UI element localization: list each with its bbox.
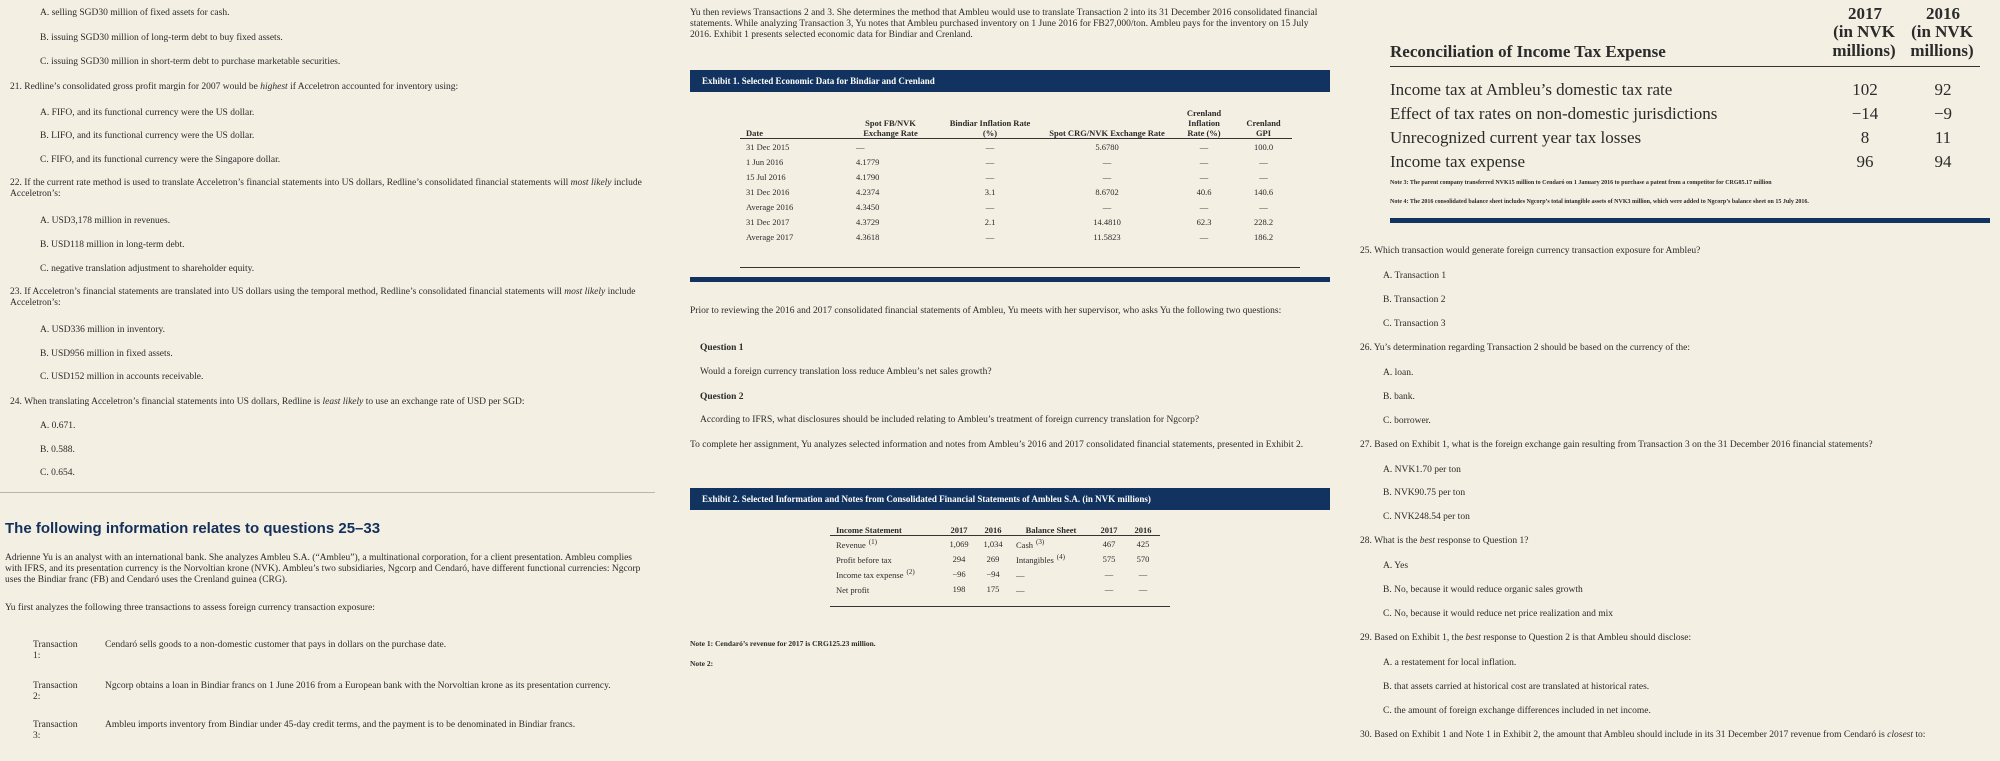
q26-option-c[interactable]: C. borrower. [1383,416,1431,426]
column-left [0,0,665,761]
ex2-cell: 1,034 [983,538,1003,549]
q29-option-a[interactable]: A. a restatement for local inflation. [1383,658,1517,668]
rec-row-label: Income tax at Ambleu’s domestic tax rate [1390,80,1673,99]
transaction-3-text: Ambleu imports inventory from Bindiar under 45-day credit terms, and the payment is to be denominated in Bindiar francs. [105,720,576,730]
ex2-cell: Net profit [836,584,870,595]
ex1-header-fb-rate: Spot FB/NVK Exchange Rate [842,108,939,139]
ex1-cell: — [985,231,995,242]
note-ref: (2) [906,567,915,576]
ex1-cell: — [1199,141,1209,152]
ex2-header-balance-sheet: Balance Sheet [1010,525,1092,536]
exhibit-2-table [830,525,1160,596]
question-2-label: Question 2 [700,392,744,402]
q22-option-a[interactable]: A. USD3,178 million in revenues. [40,216,171,226]
ex1-cell: — [856,141,865,152]
ex2-row [830,581,1160,596]
question-28: 28. What is the best response to Question 1? [1360,536,1529,546]
q29-option-b[interactable]: B. that assets carried at historical cost are translated at historical rates. [1383,682,1650,692]
exhibit-1-bar [690,277,1330,282]
ex1-cell: — [1102,171,1112,182]
ex1-cell: 4.3618 [856,231,880,242]
question-23: 23. If Acceletron’s financial statements are translated into US dollars using the temporal method, Redline’s consolidated financial statements will most likely include Acceletron’s: [10,287,636,308]
ex1-cell: 8.6702 [1095,186,1119,197]
ex1-header-bindiar-inflation: Bindiar Inflation Rate (%) [939,108,1041,139]
ex2-cell: 198 [952,583,966,594]
ex2-cell: — [1138,568,1148,579]
complete-paragraph: To complete her assignment, Yu analyzes selected information and notes from Ambleu’s 2016 and 2017 consolidated financial statements, presented in Exhibit 2. [690,440,1304,450]
intro-transactions: Yu first analyzes the following three transactions to assess foreign currency transaction exposure: [5,603,375,613]
note-2: Note 2: [690,659,714,668]
q27-option-c[interactable]: C. NVK248.54 per ton [1383,512,1470,522]
ex1-cell: — [1102,201,1112,212]
ex1-row [740,184,1292,199]
q20-option-c[interactable]: C. issuing SGD30 million in short-term debt to purchase marketable securities. [40,57,341,67]
ex1-cell: 5.6780 [1095,141,1119,152]
ex1-cell: 15 Jul 2016 [746,171,786,182]
ex1-header-crenland-inflation: Crenland Inflation Rate (%) [1173,108,1235,139]
ex1-cell: 4.2374 [856,186,880,197]
exhibit-2-title: Exhibit 2. Selected Information and Notes from Consolidated Financial Statements of Ambleu S.A. (in NVK millions) [690,488,1330,510]
ex2-cell: Profit before tax [836,554,892,565]
ex1-header-crenland-gpi: Crenland GPI [1235,108,1292,139]
question-30: 30. Based on Exhibit 1 and Note 1 in Exhibit 2, the amount that Ambleu should include in its 31 December 2017 revenue from Cendaró is closest to: [1360,730,1926,740]
q25-option-c[interactable]: C. Transaction 3 [1383,319,1446,329]
ex1-cell: 4.1790 [856,171,880,182]
ex1-cell: 40.6 [1196,186,1212,197]
q23-option-a[interactable]: A. USD336 million in inventory. [40,325,165,335]
rec-unit-2017: (in NVK millions) [1832,22,1896,60]
question-2-text: According to IFRS, what disclosures should be included relating to Ambleu’s treatment of foreign currency translation for Ngcorp? [700,415,1200,425]
q23-option-b[interactable]: B. USD956 million in fixed assets. [40,349,173,359]
prior-paragraph: Prior to reviewing the 2016 and 2017 consolidated financial statements of Ambleu, Yu meets with her supervisor, who asks Yu the following two questions: [690,306,1282,316]
ex2-cell: — [1104,568,1114,579]
q25-option-b[interactable]: B. Transaction 2 [1383,295,1446,305]
q28-option-a[interactable]: A. Yes [1383,561,1409,571]
ex1-cell: — [1102,156,1112,167]
q24-option-c[interactable]: C. 0.654. [40,468,75,478]
ex1-cell: — [985,171,995,182]
transaction-3-label: Transaction 3: [33,720,78,741]
ex1-cell: 2.1 [984,216,996,227]
ex2-cell: — [1138,583,1148,594]
q21-option-c[interactable]: C. FIFO, and its functional currency were the Singapore dollar. [40,155,281,165]
q22-option-c[interactable]: C. negative translation adjustment to shareholder equity. [40,264,255,274]
ex1-cell: 62.3 [1196,216,1212,227]
column-right [1360,0,2000,761]
exhibit-1-table [740,108,1292,244]
ex1-row [740,214,1292,229]
ex2-cell: 175 [986,583,1000,594]
ex2-cell: 575 [1102,553,1116,564]
ex2-cell: — [1016,569,1025,580]
ex2-row [830,566,1160,581]
question-22: 22. If the current rate method is used to translate Acceletron’s financial statements into US dollars, Redline’s consolidated financial statements will most likely include Acceletron’s: [10,178,642,199]
question-29: 29. Based on Exhibit 1, the best response to Question 2 is that Ambleu should disclose: [1360,633,1692,643]
ex1-cell: 228.2 [1253,216,1274,227]
q25-option-a[interactable]: A. Transaction 1 [1383,271,1447,281]
ex2-header-income-statement: Income Statement [830,525,942,536]
q20-option-b[interactable]: B. issuing SGD30 million of long-term debt to buy fixed assets. [40,33,283,43]
ex2-bottom-rule [830,606,1170,607]
rec-row-2017: 8 [1860,128,1870,147]
question-1-text: Would a foreign currency translation loss reduce Ambleu’s net sales growth? [700,367,992,377]
ex1-cell: — [985,201,995,212]
ex2-cell: −96 [952,568,966,579]
ex1-cell: — [1259,201,1268,212]
q28-option-b[interactable]: B. No, because it would reduce organic sales growth [1383,585,1583,595]
ex1-cell: — [1259,156,1268,167]
note-4: Note 4: The 2016 consolidated balance sheet includes Ngcorp’s total intangible assets of NVK3 million, which were added to Ngcorp’s balance sheet on 15 July 2016. [1390,199,1809,205]
ex2-row [830,551,1160,566]
ex2-header-bs-2016: 2016 [1126,525,1160,536]
ex1-cell: — [1259,171,1268,182]
ex2-cell: — [1104,583,1114,594]
ex1-cell: 4.3729 [856,216,880,227]
section-heading: The following information relates to questions 25–33 [5,520,381,537]
ex1-cell: 4.1779 [856,156,880,167]
intro-paragraph: Adrienne Yu is an analyst with an international bank. She analyzes Ambleu S.A. (“Ambleu”), a multinational corporation, for a client presentation. Ambleu complies with IFRS, and its presentation currency is the Norvoltian krone (NVK). Ambleu’s two subsidiaries, Ngcorp and Cendaró, have different functional currencies: Ngcorp uses the Bindiar franc (FB) and Cendaró uses the Crenland guinea (CRG). [5,553,641,585]
question-25: 25. Which transaction would generate foreign currency transaction exposure for Ambleu? [1360,246,1701,256]
question-27: 27. Based on Exhibit 1, what is the foreign exchange gain resulting from Transaction 3 on the 31 December 2016 financial statements? [1360,440,1873,450]
ex2-cell: 294 [952,553,966,564]
ex1-row [740,199,1292,214]
yu-reviews-paragraph: Yu then reviews Transactions 2 and 3. She determines the method that Ambleu would use to translate Transaction 2 into its 31 December 2016 consolidated financial statements. While analyzing Transaction 3, Yu notes that Ambleu purchased inventory on 1 June 2016 for FB27,000/ton. Ambleu pays for the inventory on 15 July 2016. Exhibit 1 presents selected economic data for Bindiar and Crenland. [690,8,1318,40]
ex1-cell: — [1199,231,1209,242]
note-1: Note 1: Cendaró’s revenue for 2017 is CRG125.23 million. [690,639,876,648]
note-ref: (1) [868,537,878,546]
rec-title: Reconciliation of Income Tax Expense [1390,42,1666,61]
ex1-cell: — [1199,201,1209,212]
q24-option-b[interactable]: B. 0.588. [40,445,75,455]
ex1-row [740,229,1292,244]
q24-option-a[interactable]: A. 0.671. [40,421,76,431]
ex2-cell: 425 [1136,538,1150,549]
ex2-cell: Income tax expense $^{(2)}$ [836,567,915,580]
rec-title-rule [1390,66,1980,67]
ex1-cell: Average 2017 [746,231,794,242]
question-24: 24. When translating Acceletron’s financial statements into US dollars, Redline is least likely to use an exchange rate of USD per SGD: [10,397,525,407]
ex1-row [740,169,1292,184]
transaction-1-text: Cendaró sells goods to a non-domestic customer that pays in dollars on the purchase date. [105,640,447,650]
column-middle [690,0,1330,761]
note-ref: (3) [1036,537,1045,546]
ex2-row [830,536,1160,552]
question-21: 21. Redline’s consolidated gross profit margin for 2007 would be highest if Acceletron accounted for inventory using: [10,82,459,92]
ex1-cell: Average 2016 [746,201,794,212]
rec-row-label: Income tax expense [1390,152,1525,171]
ex1-cell: 100.0 [1253,141,1274,152]
ex2-header-bs-2017: 2017 [1092,525,1126,536]
rec-row-2016: 11 [1934,128,1952,147]
section-divider [0,492,655,493]
transaction-1-label: Transaction 1: [33,640,78,661]
ex1-row [740,139,1292,155]
q28-option-c[interactable]: C. No, because it would reduce net price realization and mix [1383,609,1614,619]
note-3: Note 3: The parent company transferred NVK15 million to Cendaró on 1 January 2016 to purchase a patent from a competitor for CRG85.17 million [1390,180,1772,186]
ex1-cell: 14.4810 [1093,216,1121,227]
ex2-cell: 1,069 [949,538,969,549]
exhibit-2-bar [1390,218,1990,223]
ex2-header-is-2017: 2017 [942,525,976,536]
q26-option-b[interactable]: B. bank. [1383,392,1415,402]
ex1-cell: 186.2 [1253,231,1274,242]
ex2-cell: Revenue $^{(1)}$ [836,537,878,550]
q27-option-b[interactable]: B. NVK90.75 per ton [1383,488,1466,498]
rec-row-2017: 96 [1856,152,1874,171]
ex2-cell: Cash $^{(3)}$ [1016,537,1045,550]
ex1-header-date: Date [740,108,842,139]
note-ref: (4) [1056,552,1066,561]
ex2-cell: — [1016,584,1025,595]
q20-option-a[interactable]: A. selling SGD30 million of fixed assets for cash. [40,8,230,18]
ex2-header-is-2016: 2016 [976,525,1010,536]
ex1-cell: — [1199,171,1209,182]
transaction-2-text: Ngcorp obtains a loan in Bindiar francs on 1 June 2016 from a European bank with the Norvoltian krone as its presentation currency. [105,681,611,691]
ex1-cell: 31 Dec 2016 [746,186,790,197]
rec-row-label: Effect of tax rates on non-domestic jurisdictions [1390,104,1718,123]
rec-row-2016: 92 [1934,80,1952,99]
rec-row-2017: 102 [1852,80,1878,99]
ex1-cell: — [1199,156,1209,167]
rec-unit-2016: (in NVK millions) [1910,22,1974,60]
q26-option-a[interactable]: A. loan. [1383,368,1414,378]
ex2-cell: 570 [1136,553,1150,564]
q27-option-a[interactable]: A. NVK1.70 per ton [1383,465,1461,475]
ex1-cell: 4.3450 [856,201,880,212]
ex1-cell: — [985,141,995,152]
ex1-cell: 3.1 [984,186,996,197]
q21-option-b[interactable]: B. LIFO, and its functional currency were the US dollar. [40,131,255,141]
rec-row-label: Unrecognized current year tax losses [1390,128,1642,147]
ex1-cell: — [985,156,995,167]
ex1-cell: 31 Dec 2017 [746,216,790,227]
rec-row-2017: −14 [1851,104,1879,123]
ex1-cell: 11.5823 [1093,231,1121,242]
ex1-bottom-rule [740,267,1300,268]
ex2-cell: −94 [986,568,1000,579]
rec-header-2017: 2017 [1848,4,1882,23]
ex1-header-crg-rate: Spot CRG/NVK Exchange Rate [1041,108,1173,139]
question-26: 26. Yu’s determination regarding Transaction 2 should be based on the currency of the: [1360,343,1690,353]
ex1-cell: 1 Jun 2016 [746,156,784,167]
transaction-2-label: Transaction 2: [33,681,78,702]
rec-row-2016: 94 [1934,152,1952,171]
ex1-cell: 31 Dec 2015 [746,141,790,152]
ex2-cell: 269 [986,553,1000,564]
ex1-row [740,154,1292,169]
exhibit-1-title: Exhibit 1. Selected Economic Data for Bindiar and Crenland [690,70,1330,92]
q29-option-c[interactable]: C. the amount of foreign exchange differences included in net income. [1383,706,1651,716]
rec-row-2016: −9 [1933,104,1953,123]
question-1-label: Question 1 [700,343,744,353]
q22-option-b[interactable]: B. USD118 million in long-term debt. [40,240,185,250]
q21-option-a[interactable]: A. FIFO, and its functional currency were the US dollar. [40,108,255,118]
rec-header-2016: 2016 [1926,4,1960,23]
ex2-cell: 467 [1102,538,1116,549]
q23-option-c[interactable]: C. USD152 million in accounts receivable. [40,372,204,382]
ex1-cell: 140.6 [1253,186,1274,197]
ex2-cell: Intangibles $^{(4)}$ [1016,552,1066,565]
